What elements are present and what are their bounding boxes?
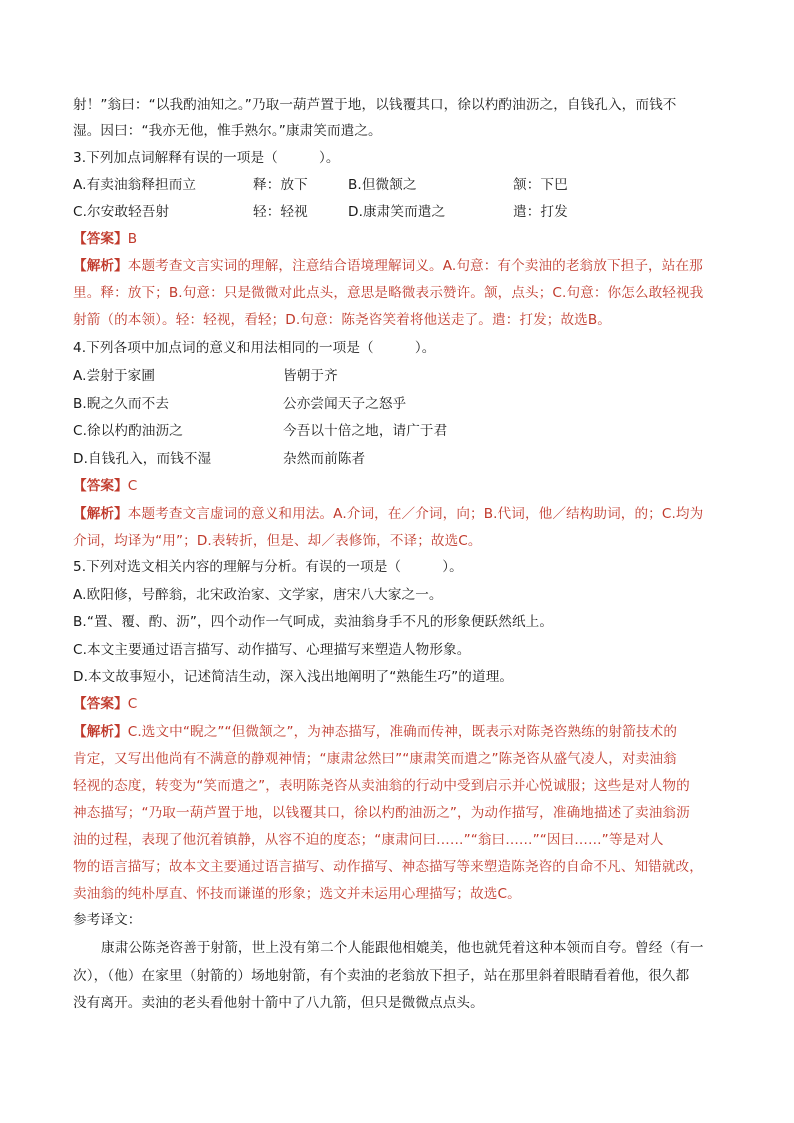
answer-value: B: [127, 231, 138, 247]
analysis-text: 本题考查文言虚词的意义和用法。A.介词，在／介词，向；B.代词，他／结构助词，的；C.均为: [127, 506, 704, 522]
answer-value: C: [127, 696, 138, 712]
q5-analysis-line: 肯定，又写出他尚有不满意的静观神情；“康肃忿然曰”“康肃笑而遣之”陈尧咨从盛气凌人，对卖油翁: [73, 751, 677, 767]
q3-option-d: D.康肃笑而遣之: [348, 204, 446, 220]
translation-heading: 参考译文：: [73, 912, 142, 928]
question-5-stem: 5.下列对选文相关内容的理解与分析。有误的一项是（ ）。: [73, 559, 463, 575]
q3-option-b: B.但微颔之: [348, 177, 417, 193]
question-3-stem: 3.下列加点词解释有误的一项是（ ）。: [73, 150, 340, 166]
q4-option-a-compare: 皆朝于齐: [283, 368, 338, 384]
q3-analysis-line: 里。释：放下；B.句意：只是微微对此点头，意思是略微表示赞许。颔，点头；C.句意：你怎么敢轻视我: [73, 285, 704, 301]
q5-analysis-line: [73, 722, 723, 742]
translation-line: 没有离开。卖油的老头看他射十箭中了八九箭，但只是微微点点头。: [73, 995, 484, 1011]
q5-analysis-line: 神态描写；“乃取一葫芦置于地，以钱覆其口，徐以杓酌油沥之”，为动作描写，准确地描述了卖油翁沥: [73, 805, 690, 821]
q5-option-d: D.本文故事短小，记述简洁生动，深入浅出地阐明了“熟能生巧”的道理。: [73, 669, 514, 685]
q4-option-d: D.自钱孔入，而钱不湿: [73, 451, 212, 467]
question-4-stem: 4.下列各项中加点词的意义和用法相同的一项是（ ）。: [73, 340, 436, 356]
passage-line: 射！”翁曰：“以我酌油知之。”乃取一葫芦置于地，以钱覆其口，徐以杓酌油沥之，自钱孔入，而钱不: [73, 97, 677, 113]
answer-tag: 【答案】: [73, 696, 128, 712]
passage-line: 湿。因曰：“我亦无他，惟手熟尔。”康肃笑而遣之。: [73, 123, 382, 139]
q4-option-b: B.睨之久而不去: [73, 396, 170, 412]
analysis-tag: 【解析】: [73, 506, 128, 522]
translation-line: 康肃公陈尧咨善于射箭，世上没有第二个人能跟他相媲美，他也就凭着这种本领而自夸。曾经（有一: [101, 940, 704, 956]
analysis-tag: 【解析】: [73, 258, 128, 274]
q5-analysis-line: 卖油翁的纯朴厚直、怀技而谦谨的形象；选文并未运用心理描写；故选C。: [73, 886, 521, 902]
answer-tag: 【答案】: [73, 231, 128, 247]
answer-tag: 【答案】: [73, 478, 128, 494]
q4-analysis-line: [73, 504, 723, 524]
q3-gloss-a: 释：放下: [253, 177, 308, 193]
q5-analysis-line: 轻视的态度，转变为“笑而遣之”，表明陈尧咨从卖油翁的行动中受到启示并心悦诚服；这些是对人物的: [73, 778, 690, 794]
q5-analysis-line: 物的语言描写；故本文主要通过语言描写、动作描写、神态描写等来塑造陈尧咨的自命不凡、知错就改，: [73, 859, 703, 875]
q4-answer: [73, 476, 723, 496]
q4-option-c: C.徐以杓酌油沥之: [73, 423, 183, 439]
q3-gloss-d: 遣：打发: [513, 204, 568, 220]
analysis-text: 本题考查文言实词的理解，注意结合语境理解词义。A.句意：有个卖油的老翁放下担子，站在那: [127, 258, 703, 274]
analysis-text: C.选文中“睨之”“但微颔之”，为神态描写，准确而传神，既表示对陈尧咨熟练的射箭技术的: [127, 724, 678, 740]
q5-answer: [73, 694, 723, 714]
q5-option-b: B.“置、覆、酌、沥”，四个动作一气呵成，卖油翁身手不凡的形象便跃然纸上。: [73, 614, 554, 630]
q5-option-a: A.欧阳修，号醉翁，北宋政治家、文学家，唐宋八大家之一。: [73, 587, 443, 603]
translation-line: 次），（他）在家里（射箭的）场地射箭，有个卖油的老翁放下担子，站在那里斜着眼睛看着他，很久都: [73, 968, 690, 984]
q4-option-b-compare: 公亦尝闻天子之怒乎: [283, 396, 407, 412]
q4-option-d-compare: 杂然而前陈者: [283, 451, 366, 467]
q3-answer: [73, 229, 723, 249]
q3-option-c: C.尔安敢轻吾射: [73, 204, 170, 220]
q3-analysis-line: 射箭（的本领）。轻：轻视，看轻；D.句意：陈尧咨笑着将他送走了。遣：打发；故选B。: [73, 312, 611, 328]
q4-option-c-compare: 今吾以十倍之地，请广于君: [283, 423, 448, 439]
q4-analysis-line: 介词，均译为“用”；D.表转折，但是、却／表修饰，不译；故选C。: [73, 533, 482, 549]
q5-option-c: C.本文主要通过语言描写、动作描写、心理描写来塑造人物形象。: [73, 642, 471, 658]
q5-analysis-line: 油的过程，表现了他沉着镇静，从容不迫的度态；“康肃问曰……”“翁曰……”“因曰……”等是对人: [73, 832, 664, 848]
q3-analysis-line: [73, 256, 723, 276]
q3-option-a: A.有卖油翁释担而立: [73, 177, 197, 193]
q3-gloss-c: 轻：轻视: [253, 204, 308, 220]
q3-gloss-b: 颔：下巴: [513, 177, 568, 193]
analysis-tag: 【解析】: [73, 724, 128, 740]
answer-value: C: [127, 478, 138, 494]
q4-option-a: A.尝射于家圃: [73, 368, 156, 384]
